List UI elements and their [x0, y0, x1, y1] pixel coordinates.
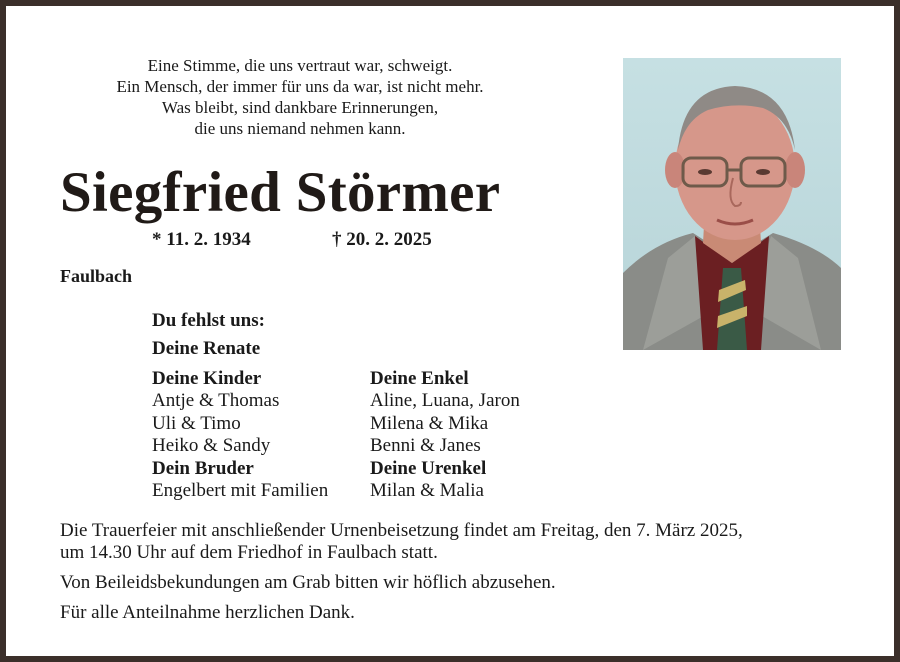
grandchildren-heading: Deine Enkel — [370, 368, 469, 389]
footer-line: um 14.30 Uhr auf dem Friedhof in Faulbach statt. — [60, 542, 438, 563]
child-entry: Uli & Timo — [152, 412, 241, 434]
child-entry: Heiko & Sandy — [152, 435, 271, 457]
portrait-illustration — [623, 58, 841, 350]
great-grandchildren-heading: Deine Urenkel — [370, 457, 487, 479]
brother-heading: Dein Bruder — [152, 457, 254, 479]
family-column-right — [370, 368, 520, 502]
grandchild-entry: Aline, Luana, Jaron — [370, 390, 520, 412]
footer-line: Von Beileidsbekundungen am Grab bitten wir höflich abzusehen. — [60, 572, 556, 593]
funeral-notice — [60, 520, 743, 632]
great-grandchild-entry: Milan & Malia — [370, 480, 484, 502]
footer-line: Für alle Anteilnahme herzlichen Dank. — [60, 602, 355, 623]
deceased-name: Siegfried Störmer — [60, 161, 501, 224]
death-date: † 20. 2. 2025 — [332, 229, 432, 250]
place: Faulbach — [60, 266, 133, 286]
missing-line: Du fehlst uns: — [152, 310, 265, 331]
brother-entry: Engelbert mit Familien — [152, 480, 329, 502]
poem-line: Eine Stimme, die uns vertraut war, schweigt. — [147, 56, 453, 75]
poem-line: Was bleibt, sind dankbare Erinnerungen, — [161, 98, 439, 117]
portrait-photo — [623, 58, 841, 350]
birth-date: * 11. 2. 1934 — [152, 229, 251, 250]
poem — [60, 55, 540, 139]
child-entry: Antje & Thomas — [152, 390, 280, 412]
spouse: Deine Renate — [152, 338, 261, 359]
grandchild-entry: Benni & Janes — [370, 435, 481, 457]
poem-line: die uns niemand nehmen kann. — [194, 119, 406, 138]
family-column-left — [152, 368, 328, 502]
mourners-intro — [152, 307, 265, 363]
children-heading: Deine Kinder — [152, 368, 262, 389]
poem-line: Ein Mensch, der immer für uns da war, ist nicht mehr. — [116, 77, 484, 96]
grandchild-entry: Milena & Mika — [370, 412, 489, 434]
footer-line: Die Trauerfeier mit anschließender Urnenbeisetzung findet am Freitag, den 7. März 2025, — [60, 520, 743, 541]
